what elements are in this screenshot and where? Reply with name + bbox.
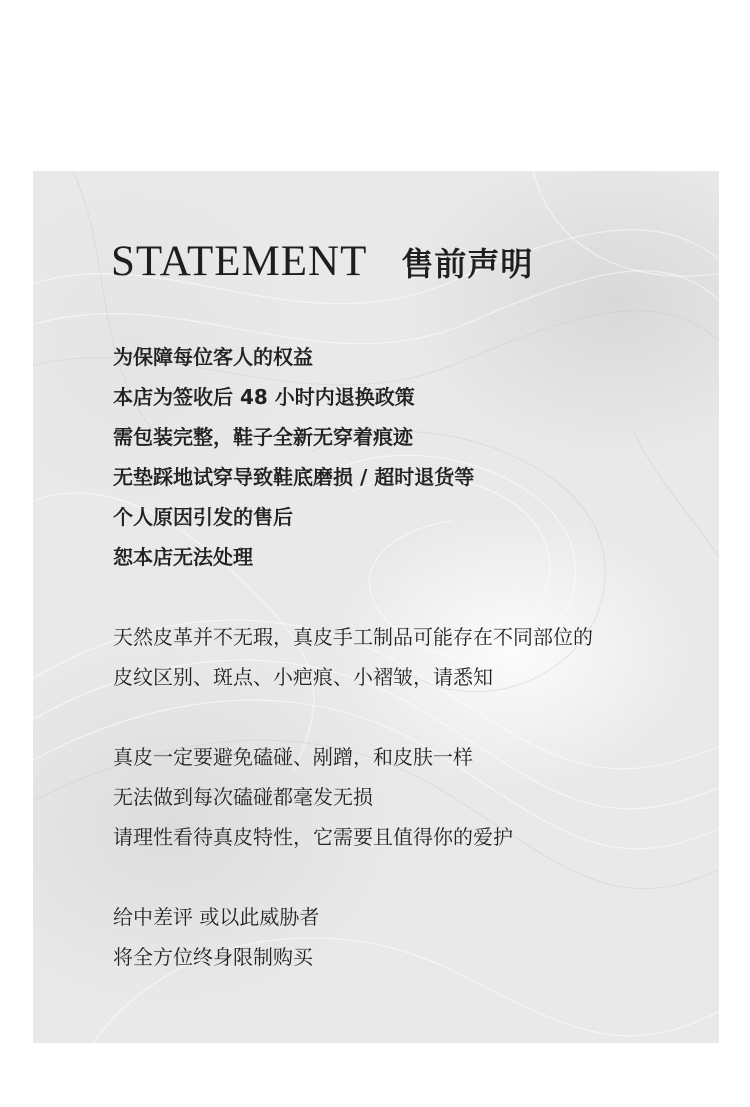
policy-line: 需包装完整，鞋子全新无穿着痕迹 bbox=[113, 425, 413, 449]
return-policy-block bbox=[113, 337, 474, 577]
review-line: 给中差评 或以此威胁者 bbox=[113, 905, 320, 929]
statement-title-en: STATEMENT bbox=[111, 238, 368, 285]
policy-line: 为保障每位客人的权益 bbox=[113, 345, 313, 369]
leather-line: 天然皮革并不无瑕，真皮手工制品可能存在不同部位的 bbox=[113, 625, 593, 649]
statement-heading bbox=[111, 237, 533, 286]
leather-notice-block bbox=[113, 617, 593, 697]
care-line: 无法做到每次磕碰都毫发无损 bbox=[113, 785, 373, 809]
care-notice-block bbox=[113, 737, 513, 857]
review-line: 将全方位终身限制购买 bbox=[113, 945, 313, 969]
care-line: 请理性看待真皮特性，它需要且值得你的爱护 bbox=[113, 825, 513, 849]
statement-title-zh: 售前声明 bbox=[401, 245, 534, 283]
policy-line: 无垫踩地试穿导致鞋底磨损 / 超时退货等 bbox=[113, 465, 475, 489]
statement-card bbox=[33, 171, 719, 1043]
policy-line: 个人原因引发的售后 bbox=[113, 505, 293, 529]
leather-line: 皮纹区别、斑点、小疤痕、小褶皱，请悉知 bbox=[113, 665, 493, 689]
care-line: 真皮一定要避免磕碰、剐蹭，和皮肤一样 bbox=[113, 745, 473, 769]
review-warning-block bbox=[113, 897, 319, 977]
policy-line: 本店为签收后 48 小时内退换政策 bbox=[113, 385, 415, 409]
policy-line: 恕本店无法处理 bbox=[113, 545, 253, 569]
